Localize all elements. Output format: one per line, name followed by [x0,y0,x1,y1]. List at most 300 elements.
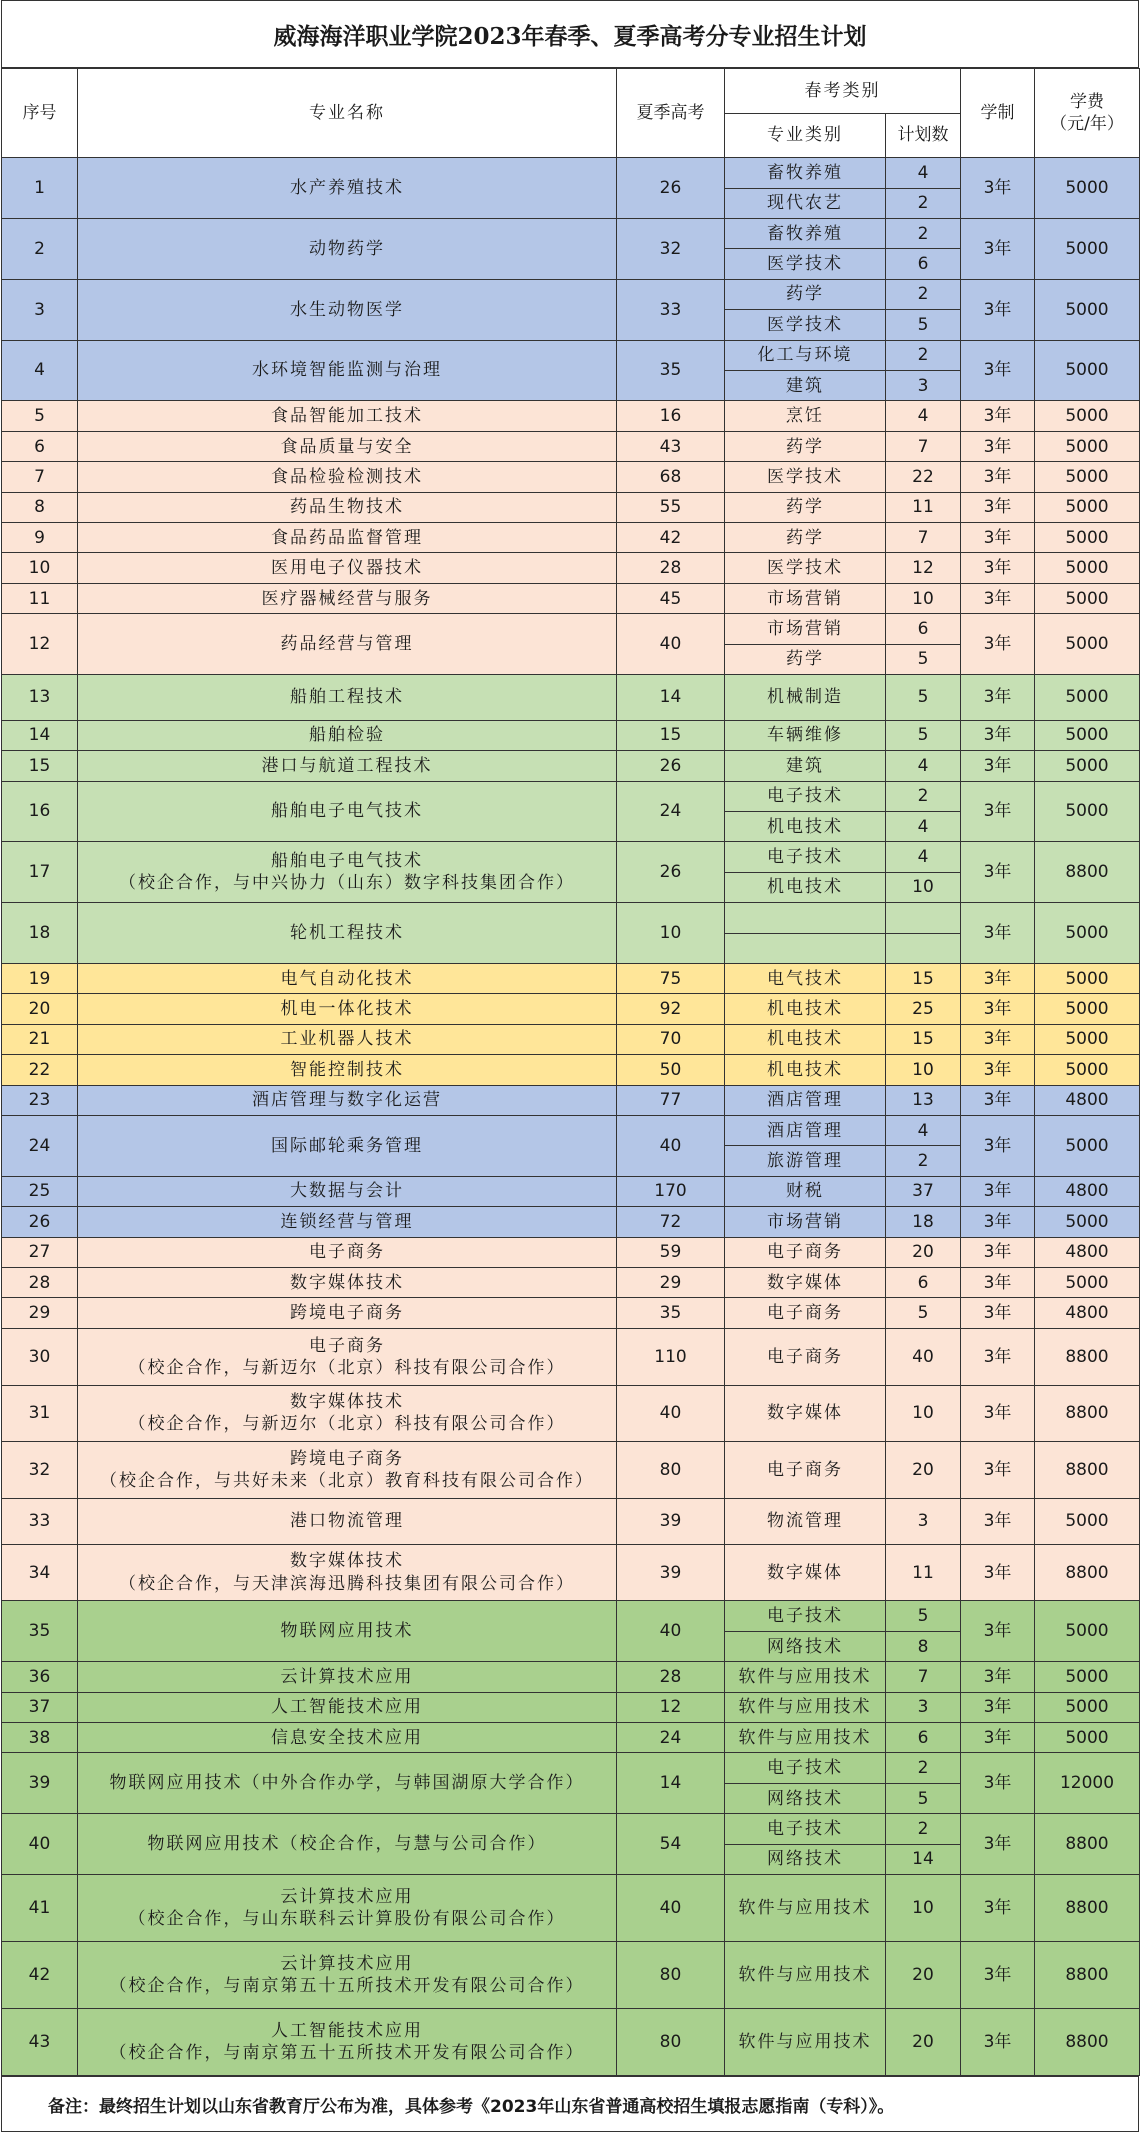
table-row [2,1875,1140,1942]
cell-summer-quota: 15 [617,720,725,750]
cell-summer-quota: 68 [617,462,725,492]
major-partner-note: （校企合作，与新迈尔（北京）科技有限公司合作） [128,1414,566,1435]
cell-spring-category: 电子商务 [725,1442,886,1499]
cell-index: 5 [2,401,78,431]
cell-summer-quota: 26 [617,842,725,903]
major-title: 船舶电子电气技术 [271,801,423,822]
table-row [2,1268,1140,1298]
cell-spring-plan: 5 [886,1783,961,1813]
cell-spring-category: 软件与应用技术 [725,1662,886,1692]
cell-duration: 3年 [961,1024,1035,1054]
cell-major-name [78,1024,617,1054]
cell-major-name [78,462,617,492]
cell-index: 9 [2,523,78,553]
cell-index: 12 [2,614,78,675]
cell-spring-category: 畜牧养殖 [725,158,886,188]
cell-summer-quota: 42 [617,523,725,553]
cell-index: 41 [2,1875,78,1942]
cell-duration: 3年 [961,583,1035,613]
cell-spring-category: 电子技术 [725,781,886,811]
table-row [2,1662,1140,1692]
cell-index: 23 [2,1085,78,1115]
cell-fee: 12000 [1035,1753,1140,1814]
cell-spring-plan [886,903,961,933]
major-title: 食品药品监督管理 [271,527,423,548]
cell-duration: 3年 [961,401,1035,431]
cell-spring-plan: 2 [886,781,961,811]
cell-index: 4 [2,340,78,401]
cell-major-name [78,1176,617,1206]
cell-index: 20 [2,994,78,1024]
table-row [2,279,1140,309]
major-title: 连锁经营与管理 [280,1211,414,1232]
cell-major-name [78,994,617,1024]
cell-spring-category [725,903,886,933]
table-row [2,340,1140,370]
major-title: 物联网应用技术（校企合作，与慧与公司合作） [147,1834,547,1855]
cell-spring-plan: 40 [886,1328,961,1385]
cell-fee: 5000 [1035,1723,1140,1753]
cell-spring-plan: 5 [886,720,961,750]
table-row [2,1085,1140,1115]
cell-spring-plan: 5 [886,1298,961,1328]
cell-major-name [78,2008,617,2075]
major-title: 水生动物医学 [290,299,404,320]
cell-spring-category: 旅游管理 [725,1146,886,1176]
header-spring-group: 春考类别 [725,69,961,114]
cell-index: 14 [2,720,78,750]
cell-duration: 3年 [961,842,1035,903]
cell-duration: 3年 [961,1941,1035,2008]
table-row [2,1237,1140,1267]
cell-duration: 3年 [961,1268,1035,1298]
cell-major-name [78,1692,617,1722]
cell-index: 21 [2,1024,78,1054]
cell-summer-quota: 35 [617,340,725,401]
major-title: 船舶电子电气技术 [271,851,423,872]
table-row [2,1442,1140,1499]
cell-summer-quota: 72 [617,1207,725,1237]
cell-spring-plan: 22 [886,462,961,492]
cell-duration: 3年 [961,720,1035,750]
cell-spring-category: 药学 [725,431,886,461]
cell-summer-quota: 14 [617,1753,725,1814]
cell-major-name [78,492,617,522]
cell-spring-plan: 5 [886,310,961,340]
cell-major-name [78,1442,617,1499]
major-title: 轮机工程技术 [290,923,404,943]
cell-major-name [78,1055,617,1085]
cell-spring-plan: 10 [886,1875,961,1942]
table-row [2,1385,1140,1442]
major-title: 水环境智能监测与治理 [252,360,442,381]
cell-duration: 3年 [961,1442,1035,1499]
cell-fee: 5000 [1035,963,1140,993]
cell-summer-quota: 40 [617,1875,725,1942]
cell-summer-quota: 28 [617,1662,725,1692]
cell-summer-quota: 170 [617,1176,725,1206]
cell-index: 27 [2,1237,78,1267]
major-title: 大数据与会计 [290,1181,404,1202]
cell-spring-plan: 20 [886,1442,961,1499]
cell-index: 25 [2,1176,78,1206]
major-title: 港口与航道工程技术 [261,755,433,776]
cell-fee: 5000 [1035,431,1140,461]
enrollment-table [1,68,1140,2076]
cell-fee: 8800 [1035,1442,1140,1499]
cell-spring-category: 酒店管理 [725,1085,886,1115]
cell-fee: 5000 [1035,583,1140,613]
cell-spring-plan: 20 [886,1237,961,1267]
cell-spring-plan: 2 [886,1753,961,1783]
cell-major-name [78,1237,617,1267]
header-summer: 夏季高考 [617,69,725,158]
major-title: 人工智能技术应用 [271,1697,423,1718]
cell-index: 3 [2,279,78,340]
table-row [2,553,1140,583]
cell-index: 37 [2,1692,78,1722]
cell-duration: 3年 [961,1328,1035,1385]
cell-spring-plan: 6 [886,249,961,279]
cell-fee: 5000 [1035,1055,1140,1085]
cell-major-name [78,219,617,280]
cell-spring-plan: 20 [886,1941,961,2008]
cell-spring-plan: 11 [886,1544,961,1601]
cell-major-name [78,583,617,613]
cell-spring-category: 机电技术 [725,872,886,902]
cell-spring-category: 电子商务 [725,1237,886,1267]
cell-fee: 5000 [1035,1115,1140,1176]
cell-index: 6 [2,431,78,461]
cell-summer-quota: 39 [617,1544,725,1601]
cell-fee: 4800 [1035,1085,1140,1115]
cell-summer-quota: 77 [617,1085,725,1115]
cell-duration: 3年 [961,1237,1035,1267]
cell-duration: 3年 [961,553,1035,583]
major-title: 数字媒体技术 [290,1551,404,1572]
cell-duration: 3年 [961,158,1035,219]
cell-major-name [78,842,617,903]
cell-index: 2 [2,219,78,280]
cell-spring-category: 现代农艺 [725,188,886,218]
cell-spring-category: 建筑 [725,751,886,781]
cell-spring-category: 电子技术 [725,1814,886,1844]
cell-summer-quota: 92 [617,994,725,1024]
cell-spring-category: 软件与应用技术 [725,1723,886,1753]
cell-spring-plan: 18 [886,1207,961,1237]
table-row [2,614,1140,644]
cell-duration: 3年 [961,1085,1035,1115]
cell-duration: 3年 [961,1601,1035,1662]
cell-spring-plan: 3 [886,1499,961,1545]
cell-spring-category: 软件与应用技术 [725,2008,886,2075]
cell-spring-category: 化工与环境 [725,340,886,370]
cell-duration: 3年 [961,1385,1035,1442]
table-row [2,1298,1140,1328]
cell-major-name [78,1268,617,1298]
cell-spring-plan: 5 [886,644,961,674]
cell-summer-quota: 10 [617,903,725,964]
cell-spring-category: 机电技术 [725,1055,886,1085]
cell-index: 18 [2,903,78,964]
table-row [2,1601,1140,1631]
cell-spring-plan: 3 [886,1692,961,1722]
cell-fee: 5000 [1035,462,1140,492]
cell-spring-plan: 2 [886,1814,961,1844]
table-row [2,1723,1140,1753]
cell-fee: 5000 [1035,401,1140,431]
cell-summer-quota: 40 [617,1385,725,1442]
cell-duration: 3年 [961,903,1035,964]
cell-major-name [78,963,617,993]
major-partner-note: （校企合作，与新迈尔（北京）科技有限公司合作） [128,1357,566,1378]
cell-fee: 4800 [1035,1176,1140,1206]
cell-duration: 3年 [961,462,1035,492]
cell-spring-category: 财税 [725,1176,886,1206]
header-fee [1035,69,1140,158]
major-title: 数字媒体技术 [290,1392,404,1413]
table-row [2,1941,1140,2008]
cell-major-name [78,523,617,553]
cell-fee: 5000 [1035,675,1140,721]
cell-spring-category: 医学技术 [725,462,886,492]
cell-index: 32 [2,1442,78,1499]
cell-spring-category: 畜牧养殖 [725,219,886,249]
cell-index: 30 [2,1328,78,1385]
table-row [2,1024,1140,1054]
cell-spring-plan: 6 [886,614,961,644]
cell-summer-quota: 33 [617,279,725,340]
cell-spring-category: 机械制造 [725,675,886,721]
page-title: 威海海洋职业学院2023年春季、夏季高考分专业招生计划 [1,0,1139,68]
major-partner-note: （校企合作，与南京第五十五所技术开发有限公司合作） [109,1975,585,1996]
major-title: 港口物流管理 [290,1511,404,1532]
cell-summer-quota: 80 [617,2008,725,2075]
cell-index: 1 [2,158,78,219]
table-row [2,2008,1140,2075]
cell-spring-plan: 4 [886,751,961,781]
cell-fee: 5000 [1035,781,1140,842]
cell-spring-category: 机电技术 [725,994,886,1024]
cell-index: 13 [2,675,78,721]
cell-duration: 3年 [961,523,1035,553]
cell-spring-plan: 10 [886,872,961,902]
cell-duration: 3年 [961,963,1035,993]
cell-spring-category: 物流管理 [725,1499,886,1545]
cell-fee: 5000 [1035,1601,1140,1662]
cell-spring-category: 医学技术 [725,310,886,340]
cell-spring-category: 网络技术 [725,1631,886,1661]
enrollment-sheet [1,0,1139,2132]
table-row [2,751,1140,781]
cell-spring-plan: 5 [886,675,961,721]
cell-spring-category: 市场营销 [725,614,886,644]
cell-summer-quota: 110 [617,1328,725,1385]
cell-fee: 8800 [1035,2008,1140,2075]
cell-fee: 5000 [1035,1662,1140,1692]
cell-index: 17 [2,842,78,903]
cell-summer-quota: 35 [617,1298,725,1328]
header-spring-category: 专业类别 [725,113,886,158]
cell-major-name [78,553,617,583]
cell-summer-quota: 54 [617,1814,725,1875]
cell-spring-plan: 20 [886,2008,961,2075]
table-row [2,781,1140,811]
cell-major-name [78,675,617,721]
cell-spring-plan: 13 [886,1085,961,1115]
cell-fee: 5000 [1035,158,1140,219]
table-row [2,1544,1140,1601]
cell-spring-category: 电子技术 [725,1753,886,1783]
cell-major-name [78,1544,617,1601]
cell-spring-plan: 37 [886,1176,961,1206]
table-row [2,583,1140,613]
cell-major-name [78,1723,617,1753]
cell-duration: 3年 [961,1814,1035,1875]
cell-spring-plan: 10 [886,583,961,613]
major-title: 数字媒体技术 [290,1272,404,1293]
table-row [2,842,1140,872]
major-title: 电气自动化技术 [280,968,414,989]
table-row [2,1753,1140,1783]
cell-major-name [78,1499,617,1545]
cell-major-name [78,431,617,461]
cell-fee: 5000 [1035,720,1140,750]
cell-spring-category: 烹饪 [725,401,886,431]
cell-index: 40 [2,1814,78,1875]
header-row [2,69,1140,114]
major-title: 国际邮轮乘务管理 [271,1135,423,1156]
cell-spring-plan: 14 [886,1844,961,1874]
cell-spring-plan: 25 [886,994,961,1024]
cell-duration: 3年 [961,781,1035,842]
cell-summer-quota: 40 [617,614,725,675]
cell-spring-plan: 8 [886,1631,961,1661]
cell-spring-category: 电子技术 [725,842,886,872]
cell-duration: 3年 [961,1298,1035,1328]
major-title: 物联网应用技术 [280,1621,414,1642]
cell-spring-category: 电子技术 [725,1601,886,1631]
major-partner-note: （校企合作，与山东联科云计算股份有限公司合作） [128,1909,566,1930]
cell-spring-category: 车辆维修 [725,720,886,750]
major-title: 药品生物技术 [290,497,404,518]
cell-spring-category: 药学 [725,644,886,674]
table-row [2,462,1140,492]
cell-fee: 8800 [1035,1875,1140,1942]
major-title: 智能控制技术 [290,1059,404,1080]
cell-major-name [78,1207,617,1237]
table-row [2,523,1140,553]
cell-spring-plan: 7 [886,431,961,461]
cell-spring-plan: 4 [886,811,961,841]
cell-index: 43 [2,2008,78,2075]
cell-fee: 5000 [1035,614,1140,675]
cell-summer-quota: 75 [617,963,725,993]
cell-duration: 3年 [961,492,1035,522]
cell-spring-category: 数字媒体 [725,1544,886,1601]
cell-summer-quota: 32 [617,219,725,280]
major-title: 电子商务 [309,1335,385,1356]
cell-major-name [78,1814,617,1875]
cell-fee: 5000 [1035,1207,1140,1237]
cell-summer-quota: 24 [617,781,725,842]
major-title: 物联网应用技术（中外合作办学，与韩国湖原大学合作） [109,1773,585,1794]
cell-index: 42 [2,1941,78,2008]
cell-spring-category: 软件与应用技术 [725,1875,886,1942]
cell-spring-category: 网络技术 [725,1844,886,1874]
cell-major-name [78,1115,617,1176]
cell-fee: 5000 [1035,994,1140,1024]
cell-fee: 4800 [1035,1237,1140,1267]
cell-duration: 3年 [961,2008,1035,2075]
cell-major-name [78,1875,617,1942]
cell-duration: 3年 [961,1055,1035,1085]
cell-spring-plan: 3 [886,371,961,401]
cell-major-name [78,1298,617,1328]
major-title: 医用电子仪器技术 [271,558,423,579]
cell-spring-plan: 6 [886,1723,961,1753]
cell-spring-category: 软件与应用技术 [725,1692,886,1722]
cell-major-name [78,903,617,964]
cell-spring-category: 电子商务 [725,1298,886,1328]
cell-index: 31 [2,1385,78,1442]
cell-summer-quota: 80 [617,1941,725,2008]
major-title: 动物药学 [309,238,385,259]
table-row [2,1055,1140,1085]
header-fee-unit: （元/年） [1050,114,1124,135]
cell-major-name [78,401,617,431]
table-row [2,1692,1140,1722]
cell-summer-quota: 70 [617,1024,725,1054]
cell-index: 22 [2,1055,78,1085]
cell-major-name [78,158,617,219]
major-title: 医疗器械经营与服务 [261,588,433,609]
major-title: 酒店管理与数字化运营 [252,1090,442,1111]
cell-spring-category [725,933,886,963]
major-title: 食品智能加工技术 [271,406,423,427]
cell-major-name [78,1601,617,1662]
cell-spring-plan: 10 [886,1055,961,1085]
cell-spring-plan: 11 [886,492,961,522]
cell-fee: 5000 [1035,279,1140,340]
cell-summer-quota: 28 [617,553,725,583]
cell-spring-plan: 15 [886,1024,961,1054]
major-title: 云计算技术应用 [280,1953,414,1974]
cell-summer-quota: 43 [617,431,725,461]
cell-duration: 3年 [961,1176,1035,1206]
cell-spring-category: 药学 [725,492,886,522]
cell-spring-plan: 2 [886,279,961,309]
cell-spring-plan: 12 [886,553,961,583]
cell-spring-category: 市场营销 [725,1207,886,1237]
cell-summer-quota: 26 [617,158,725,219]
cell-index: 35 [2,1601,78,1662]
cell-major-name [78,279,617,340]
cell-index: 10 [2,553,78,583]
table-row [2,1207,1140,1237]
cell-fee: 8800 [1035,1941,1140,2008]
cell-spring-category: 药学 [725,279,886,309]
cell-spring-category: 数字媒体 [725,1385,886,1442]
cell-fee: 8800 [1035,1328,1140,1385]
cell-summer-quota: 12 [617,1692,725,1722]
cell-major-name [78,340,617,401]
cell-summer-quota: 14 [617,675,725,721]
cell-fee: 5000 [1035,751,1140,781]
cell-spring-category: 软件与应用技术 [725,1941,886,2008]
table-row [2,1814,1140,1844]
cell-index: 24 [2,1115,78,1176]
